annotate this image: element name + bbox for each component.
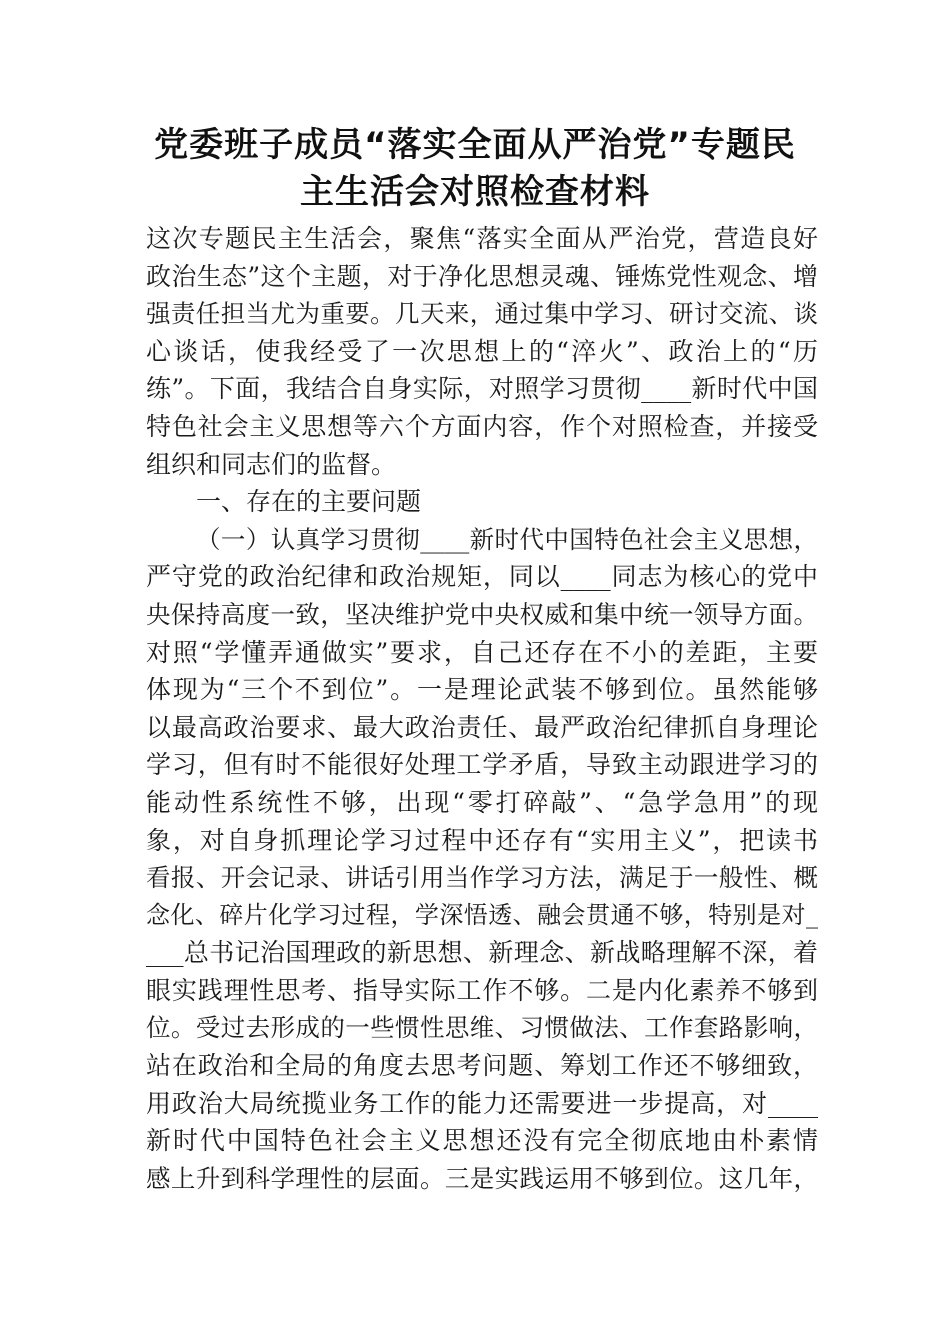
body-line: 新时代中国特色社会主义思想还没有完全彻底地由朴素情 <box>146 1126 818 1156</box>
body-line: 眼实践理性思考、指导实际工作不够。二是内化素养不够到 <box>146 975 818 1005</box>
body-line: 学习，但有时不能很好处理工学矛盾，导致主动跟进学习的 <box>146 750 818 780</box>
body-line: 特色社会主义思想等六个方面内容，作个对照检查，并接受 <box>146 411 818 441</box>
body-line: 看报、开会记录、讲话引用当作学习方法，满足于一般性、概 <box>146 863 818 893</box>
body-line: 感上升到科学理性的层面。三是实践运用不够到位。这几年， <box>146 1163 818 1193</box>
body-line: 练”。下面，我结合自身实际，对照学习贯彻____新时代中国 <box>146 374 818 404</box>
body-line: 念化、碎片化学习过程，学深悟透、融会贯通不够，特别是对_ <box>146 900 818 929</box>
body-line: 心谈话，使我经受了一次思想上的“淬火”、政治上的“历 <box>146 336 818 366</box>
document-title-line-2: 主生活会对照检查材料 <box>300 172 650 212</box>
document-body <box>146 220 818 1197</box>
body-line: 这次专题民主生活会，聚焦“落实全面从严治党，营造良好 <box>146 224 818 253</box>
body-line: 对照“学懂弄通做实”要求，自己还存在不小的差距，主要 <box>146 637 818 667</box>
body-line: 组织和同志们的监督。 <box>146 449 397 479</box>
body-line: 严守党的政治纪律和政治规矩，同以____同志为核心的党中 <box>146 562 818 592</box>
body-line: 能动性系统性不够，出现“零打碎敲”、“急学急用”的现 <box>146 787 818 817</box>
body-line: 站在政治和全局的角度去思考问题、筹划工作还不够细致， <box>146 1051 818 1081</box>
body-line: 政治生态”这个主题，对于净化思想灵魂、锤炼党性观念、增 <box>146 261 818 291</box>
body-line: ___总书记治国理政的新思想、新理念、新战略理解不深，着 <box>146 938 818 968</box>
body-line: 体现为“三个不到位”。一是理论武装不够到位。虽然能够 <box>146 675 818 705</box>
body-line: 象，对自身抓理论学习过程中还存有“实用主义”，把读书 <box>146 825 818 855</box>
document-title-line-1: 党委班子成员“落实全面从严治党”专题民 <box>154 125 796 165</box>
body-line: 以最高政治要求、最大政治责任、最严政治纪律抓自身理论 <box>146 712 818 742</box>
body-line: 用政治大局统揽业务工作的能力还需要进一步提高，对____ <box>146 1088 818 1118</box>
section-heading: 一、存在的主要问题 <box>196 487 422 517</box>
body-line: 位。受过去形成的一些惯性思维、习惯做法、工作套路影响， <box>146 1013 818 1043</box>
body-line: 强责任担当尤为重要。几天来，通过集中学习、研讨交流、谈 <box>146 299 818 329</box>
subsection-heading: （一）认真学习贯彻____新时代中国特色社会主义思想， <box>196 524 818 554</box>
body-line: 央保持高度一致，坚决维护党中央权威和集中统一领导方面。 <box>146 599 818 629</box>
